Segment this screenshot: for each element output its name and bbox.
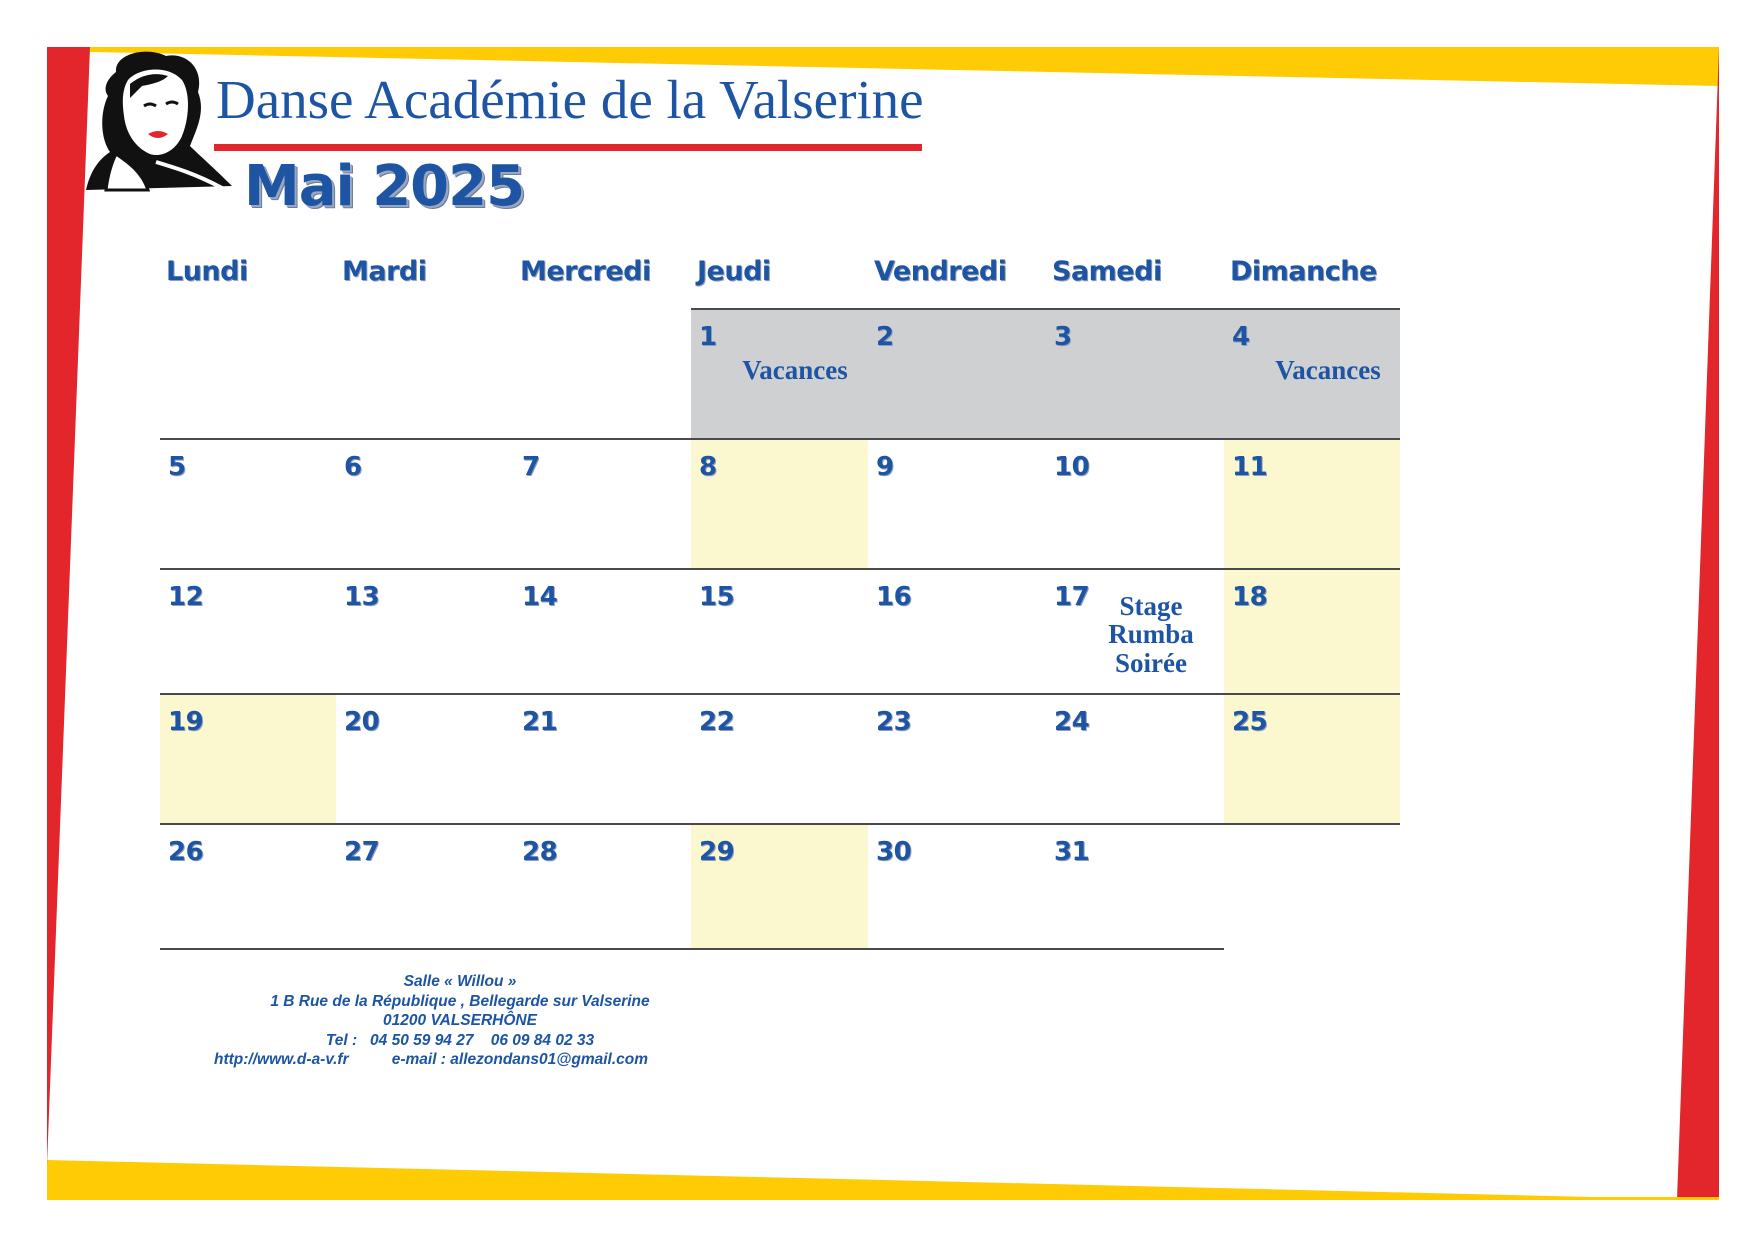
day-cell-31[interactable] [1046, 823, 1224, 948]
day-number: 5 [168, 452, 186, 482]
border-left-red [47, 47, 90, 1165]
academy-title: Danse Académie de la Valserine [216, 69, 924, 130]
day-number: 23 [876, 707, 912, 737]
web-contact-line [200, 1050, 720, 1070]
weekday-vendredi: Vendredi [874, 256, 1007, 287]
day-cell-23[interactable] [868, 693, 1046, 823]
day-number: 7 [522, 452, 540, 482]
day-cell-9[interactable] [868, 438, 1046, 568]
day-number: 9 [876, 452, 894, 482]
day-number: 8 [699, 452, 717, 482]
city-address: 01200 VALSERHÔNE [383, 1012, 537, 1029]
day-number: 31 [1054, 837, 1090, 867]
day-cell-22[interactable] [691, 693, 868, 823]
weekday-mercredi: Mercredi [520, 256, 651, 287]
day-cell-27[interactable] [336, 823, 514, 948]
day-number: 28 [522, 837, 558, 867]
day-number: 6 [344, 452, 362, 482]
day-cell-15[interactable] [691, 568, 868, 693]
day-number: 14 [522, 582, 558, 612]
day-number: 21 [522, 707, 558, 737]
day-cell-3[interactable] [1046, 308, 1224, 438]
day-number: 24 [1054, 707, 1090, 737]
grid-row-divider [160, 823, 1400, 825]
day-cell-21[interactable] [514, 693, 691, 823]
day-number: 13 [344, 582, 380, 612]
email-link[interactable]: e-mail : allezondans01@gmail.com [391, 1051, 649, 1068]
day-cell-29[interactable] [691, 823, 868, 948]
day-cell-2[interactable] [868, 308, 1046, 438]
day-number: 22 [699, 707, 735, 737]
contact-footer [200, 972, 720, 1070]
day-number: 27 [344, 837, 380, 867]
weekday-samedi: Samedi [1052, 256, 1162, 287]
day-cell-28[interactable] [514, 823, 691, 948]
day-cell-12[interactable] [160, 568, 336, 693]
day-number: 12 [168, 582, 204, 612]
day-cell-11[interactable] [1224, 438, 1400, 568]
grid-row-divider [160, 693, 1400, 695]
border-right-red [1677, 47, 1719, 1200]
weekday-dimanche: Dimanche [1230, 256, 1377, 287]
phone-numbers: Tel : 04 50 59 94 27 06 09 84 02 33 [325, 1031, 595, 1049]
day-number: 19 [168, 707, 204, 737]
website-link[interactable]: http://www.d-a-v.fr [214, 1051, 349, 1068]
grid-row-divider [160, 438, 1400, 440]
day-number: 25 [1232, 707, 1268, 737]
weekday-mardi: Mardi [342, 256, 427, 287]
day-cell-20[interactable] [336, 693, 514, 823]
day-number: 4 [1232, 322, 1250, 352]
day-event-note: Vacances [742, 355, 848, 385]
day-number: 15 [699, 582, 735, 612]
day-number: 1 [699, 322, 717, 352]
day-number: 10 [1054, 452, 1090, 482]
day-number: 2 [876, 322, 894, 352]
day-cell-17[interactable] [1046, 568, 1224, 693]
day-cell-4[interactable] [1224, 308, 1400, 438]
day-cell-30[interactable] [868, 823, 1046, 948]
day-number: 30 [876, 837, 912, 867]
grid-row-divider [691, 308, 1400, 310]
day-number: 26 [168, 837, 204, 867]
day-cell-25[interactable] [1224, 693, 1400, 823]
day-number: 11 [1232, 452, 1268, 482]
grid-row-divider [160, 948, 1224, 950]
day-number: 29 [699, 837, 735, 867]
day-event-note: Vacances [1275, 355, 1381, 385]
month-heading: Mai 2025 [244, 154, 525, 219]
street-address: 1 B Rue de la République , Bellegarde sur Valserine [270, 992, 650, 1010]
title-underline [214, 144, 922, 151]
day-cell-10[interactable] [1046, 438, 1224, 568]
day-cell-13[interactable] [336, 568, 514, 693]
day-cell-14[interactable] [514, 568, 691, 693]
day-number: 20 [344, 707, 380, 737]
day-number: 18 [1232, 582, 1268, 612]
grid-row-divider [160, 568, 1400, 570]
day-cell-16[interactable] [868, 568, 1046, 693]
day-cell-18[interactable] [1224, 568, 1400, 693]
weekday-jeudi: Jeudi [697, 256, 771, 287]
day-cell-8[interactable] [691, 438, 868, 568]
day-number: 3 [1054, 322, 1072, 352]
day-cell-6[interactable] [336, 438, 514, 568]
day-cell-5[interactable] [160, 438, 336, 568]
day-event-note: Stage Rumba Soirée [1108, 591, 1194, 678]
day-cell-1[interactable] [691, 308, 868, 438]
day-cell-24[interactable] [1046, 693, 1224, 823]
venue-name: Salle « Willou » [403, 973, 517, 990]
day-number: 16 [876, 582, 912, 612]
day-cell-19[interactable] [160, 693, 336, 823]
marilyn-portrait-icon [86, 50, 236, 195]
day-cell-7[interactable] [514, 438, 691, 568]
border-bottom-yellow [47, 1160, 1719, 1200]
weekday-lundi: Lundi [166, 256, 248, 287]
day-number: 17 [1054, 582, 1090, 612]
day-cell-26[interactable] [160, 823, 336, 948]
